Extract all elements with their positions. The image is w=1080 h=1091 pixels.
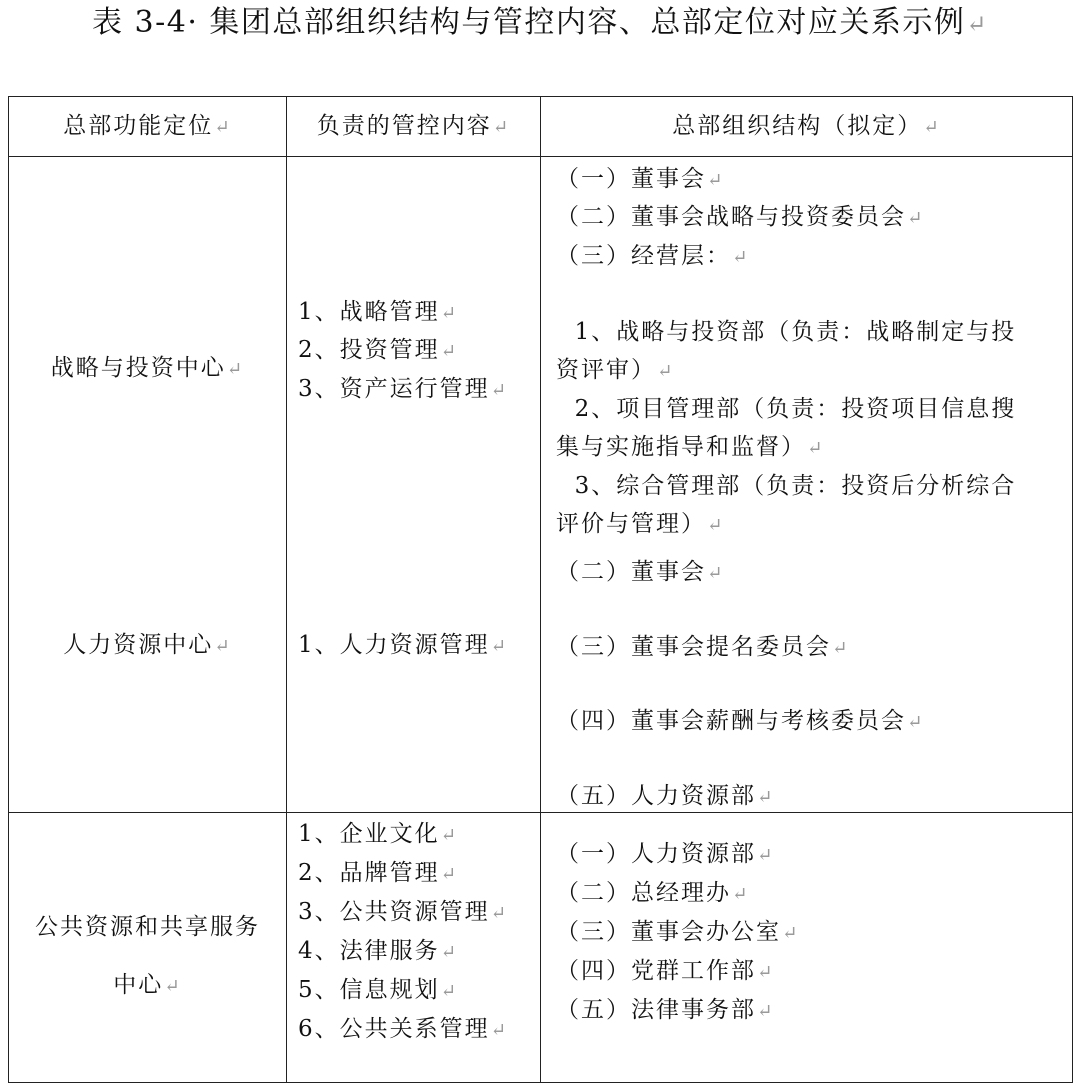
list-item: （一）人力资源部↵ (556, 841, 775, 867)
column-divider (540, 96, 541, 1083)
list-item: （二）董事会↵ (556, 559, 725, 585)
list-item: 2、项目管理部（负责：投资项目信息搜 (556, 396, 1017, 422)
column-divider (286, 96, 287, 1083)
table-cell-position (9, 898, 286, 1016)
list-item: 5、信息规划↵ (298, 977, 459, 1003)
list-item: 评价与管理）↵ (556, 511, 725, 537)
list-item: 4、法律服务↵ (298, 938, 459, 964)
header-cell: 总部功能定位↵ (63, 113, 232, 139)
list-item: （三）董事会提名委员会↵ (556, 634, 850, 660)
list-item: 3、公共资源管理↵ (298, 899, 509, 925)
list-item: （二）董事会战略与投资委员会↵ (556, 204, 925, 230)
table-cell-position: 战略与投资中心↵ (50, 355, 245, 381)
list-item: 资评审）↵ (556, 357, 675, 383)
position-line: 中心↵ (113, 972, 182, 998)
list-item: 1、企业文化↵ (298, 821, 459, 847)
list-item: （三）董事会办公室↵ (556, 919, 800, 945)
position-line: 公共资源和共享服务 (35, 914, 260, 940)
list-item: 3、综合管理部（负责：投资后分析综合 (556, 473, 1017, 499)
table-title: 表 3-4· 集团总部组织结构与管控内容、总部定位对应关系示例↵ (91, 5, 989, 40)
header-cell: 负责的管控内容↵ (316, 113, 511, 139)
table-cell-content: 1、人力资源管理↵ (298, 632, 509, 658)
list-item: （五）人力资源部↵ (556, 783, 775, 809)
list-item: （四）党群工作部↵ (556, 958, 775, 984)
list-item: 1、战略与投资部（负责：战略制定与投 (556, 319, 1017, 345)
list-item: 2、投资管理↵ (298, 337, 459, 363)
list-item: 3、资产运行管理↵ (298, 376, 509, 402)
table-border-right (1072, 96, 1073, 1083)
list-item: （一）董事会↵ (556, 166, 725, 192)
list-item: 2、品牌管理↵ (298, 860, 459, 886)
list-item: （五）法律事务部↵ (556, 997, 775, 1023)
list-item: 集与实施指导和监督）↵ (556, 434, 825, 460)
header-cell: 总部组织结构（拟定）↵ (672, 113, 941, 139)
table-cell-position: 人力资源中心↵ (63, 632, 232, 658)
list-item: 1、战略管理↵ (298, 299, 459, 325)
list-item: （三）经营层：↵ (556, 243, 750, 269)
list-item: 6、公共关系管理↵ (298, 1016, 509, 1042)
list-item: （四）董事会薪酬与考核委员会↵ (556, 708, 925, 734)
list-item: （二）总经理办↵ (556, 880, 750, 906)
